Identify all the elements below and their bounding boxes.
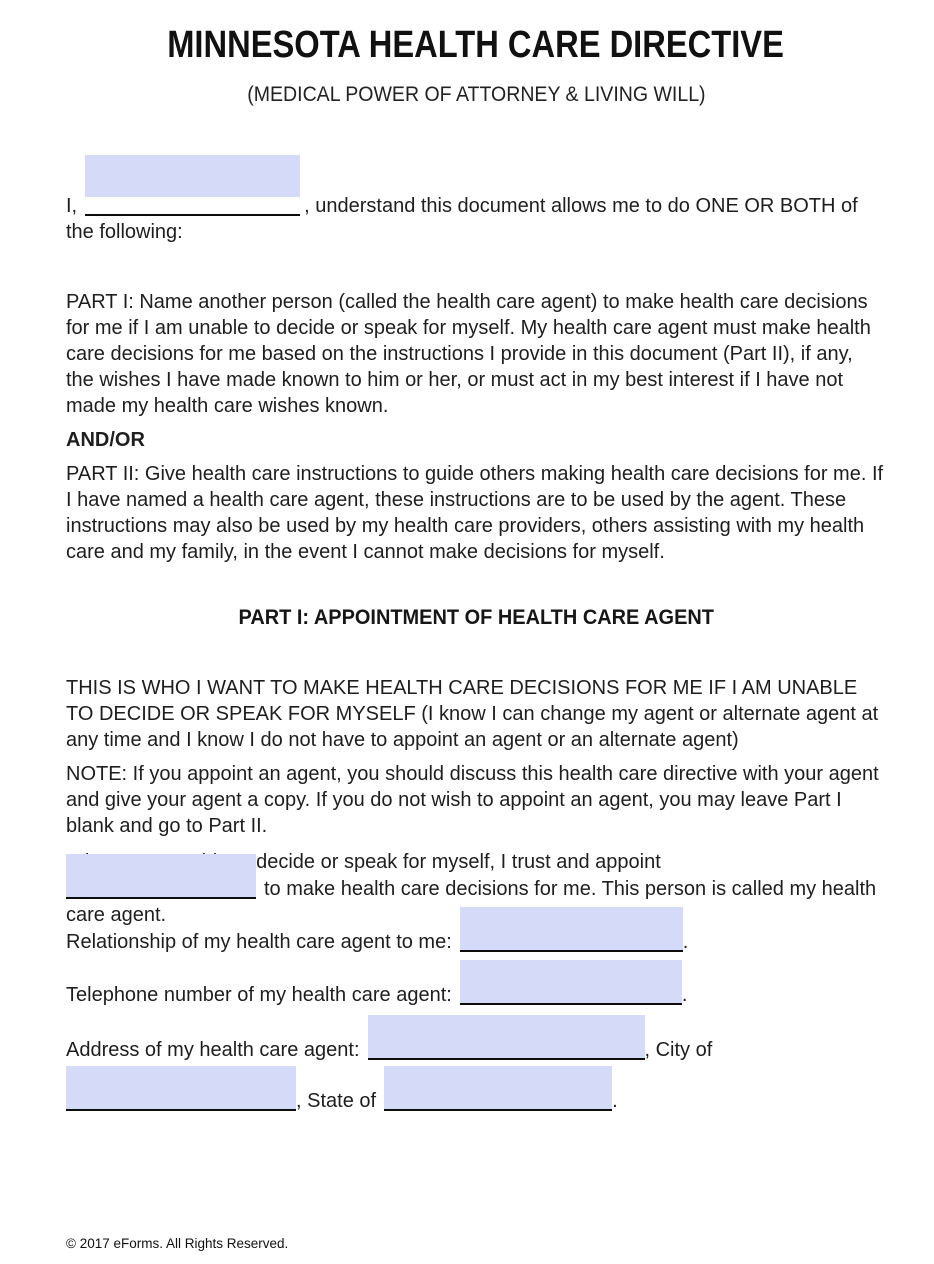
page-subtitle-text: (MEDICAL POWER OF ATTORNEY & LIVING WILL) <box>246 83 706 106</box>
declarant-name-field[interactable] <box>85 192 300 216</box>
who-statement-paragraph: THIS IS WHO I WANT TO MAKE HEALTH CARE DECISIONS FOR ME IF I AM UNABLE TO DECIDE OR SPEAK FOR MYSELF (I know I can change my agent or alternate agent at any time and I know I do not have to appoint an agent or an alternate agent) <box>66 677 879 751</box>
city-join-text: , City of <box>644 1039 713 1061</box>
intro-prefix: I, <box>66 195 78 217</box>
part2-overview-paragraph: PART II: Give health care instructions to guide others making health care decisions for me. If I have named a health care agent, these instructions are to be used by the agent. These instructions may also be used by my health care providers, others assisting with my health care and my family, in the event I cannot make decisions for myself. <box>66 463 884 563</box>
appoint-lead-line: When I am unable to decide or speak for myself, I trust and appoint <box>66 851 661 873</box>
part1-section-heading-text: PART I: APPOINTMENT OF HEALTH CARE AGENT <box>238 606 714 629</box>
address-field[interactable] <box>368 1036 645 1060</box>
state-join-text: , State of <box>296 1090 377 1112</box>
intro-suffix: , understand this document allows me to do ONE OR BOTH of the following: <box>66 195 858 243</box>
part1-section-heading <box>66 605 886 631</box>
address-line <box>66 1036 886 1063</box>
relationship-period: . <box>682 931 689 953</box>
telephone-period: . <box>681 984 688 1006</box>
footer-copyright: © 2017 eForms. All Rights Reserved. <box>66 1236 289 1251</box>
agent-name-field[interactable] <box>66 875 256 899</box>
relationship-field[interactable] <box>460 928 683 952</box>
appoint-continuation: to make health care decisions for me. This person is called my health care agent. <box>66 878 877 926</box>
telephone-line <box>66 981 886 1008</box>
and-or-label: AND/OR <box>66 429 145 451</box>
part1-overview-paragraph: PART I: Name another person (called the health care agent) to make health care decisions for me if I am unable to decide or speak for myself. My health care agent must make health care decisions for me based on the instructions I provide in this document (Part II), if any, the wishes I have made known to him or her, or must act in my best interest if I have not made my health care wishes known. <box>66 291 871 417</box>
city-state-line <box>66 1087 886 1114</box>
intro-paragraph <box>66 192 886 245</box>
telephone-label: Telephone number of my health care agent: <box>66 984 452 1006</box>
telephone-field[interactable] <box>460 981 682 1005</box>
document-content <box>0 24 934 1114</box>
relationship-line <box>66 928 886 955</box>
page-subtitle <box>66 82 886 108</box>
address-label: Address of my health care agent: <box>66 1039 360 1061</box>
page-title <box>66 24 886 66</box>
state-field[interactable] <box>384 1087 612 1111</box>
relationship-label: Relationship of my health care agent to me: <box>66 931 452 953</box>
note-paragraph: NOTE: If you appoint an agent, you should discuss this health care directive with your agent and give your agent a copy. If you do not wish to appoint an agent, you may leave Part I blank and go to Part II. <box>66 763 879 837</box>
city-field[interactable] <box>66 1087 296 1111</box>
page-title-text: MINNESOTA HEALTH CARE DIRECTIVE <box>167 24 785 66</box>
city-state-period: . <box>612 1090 618 1112</box>
